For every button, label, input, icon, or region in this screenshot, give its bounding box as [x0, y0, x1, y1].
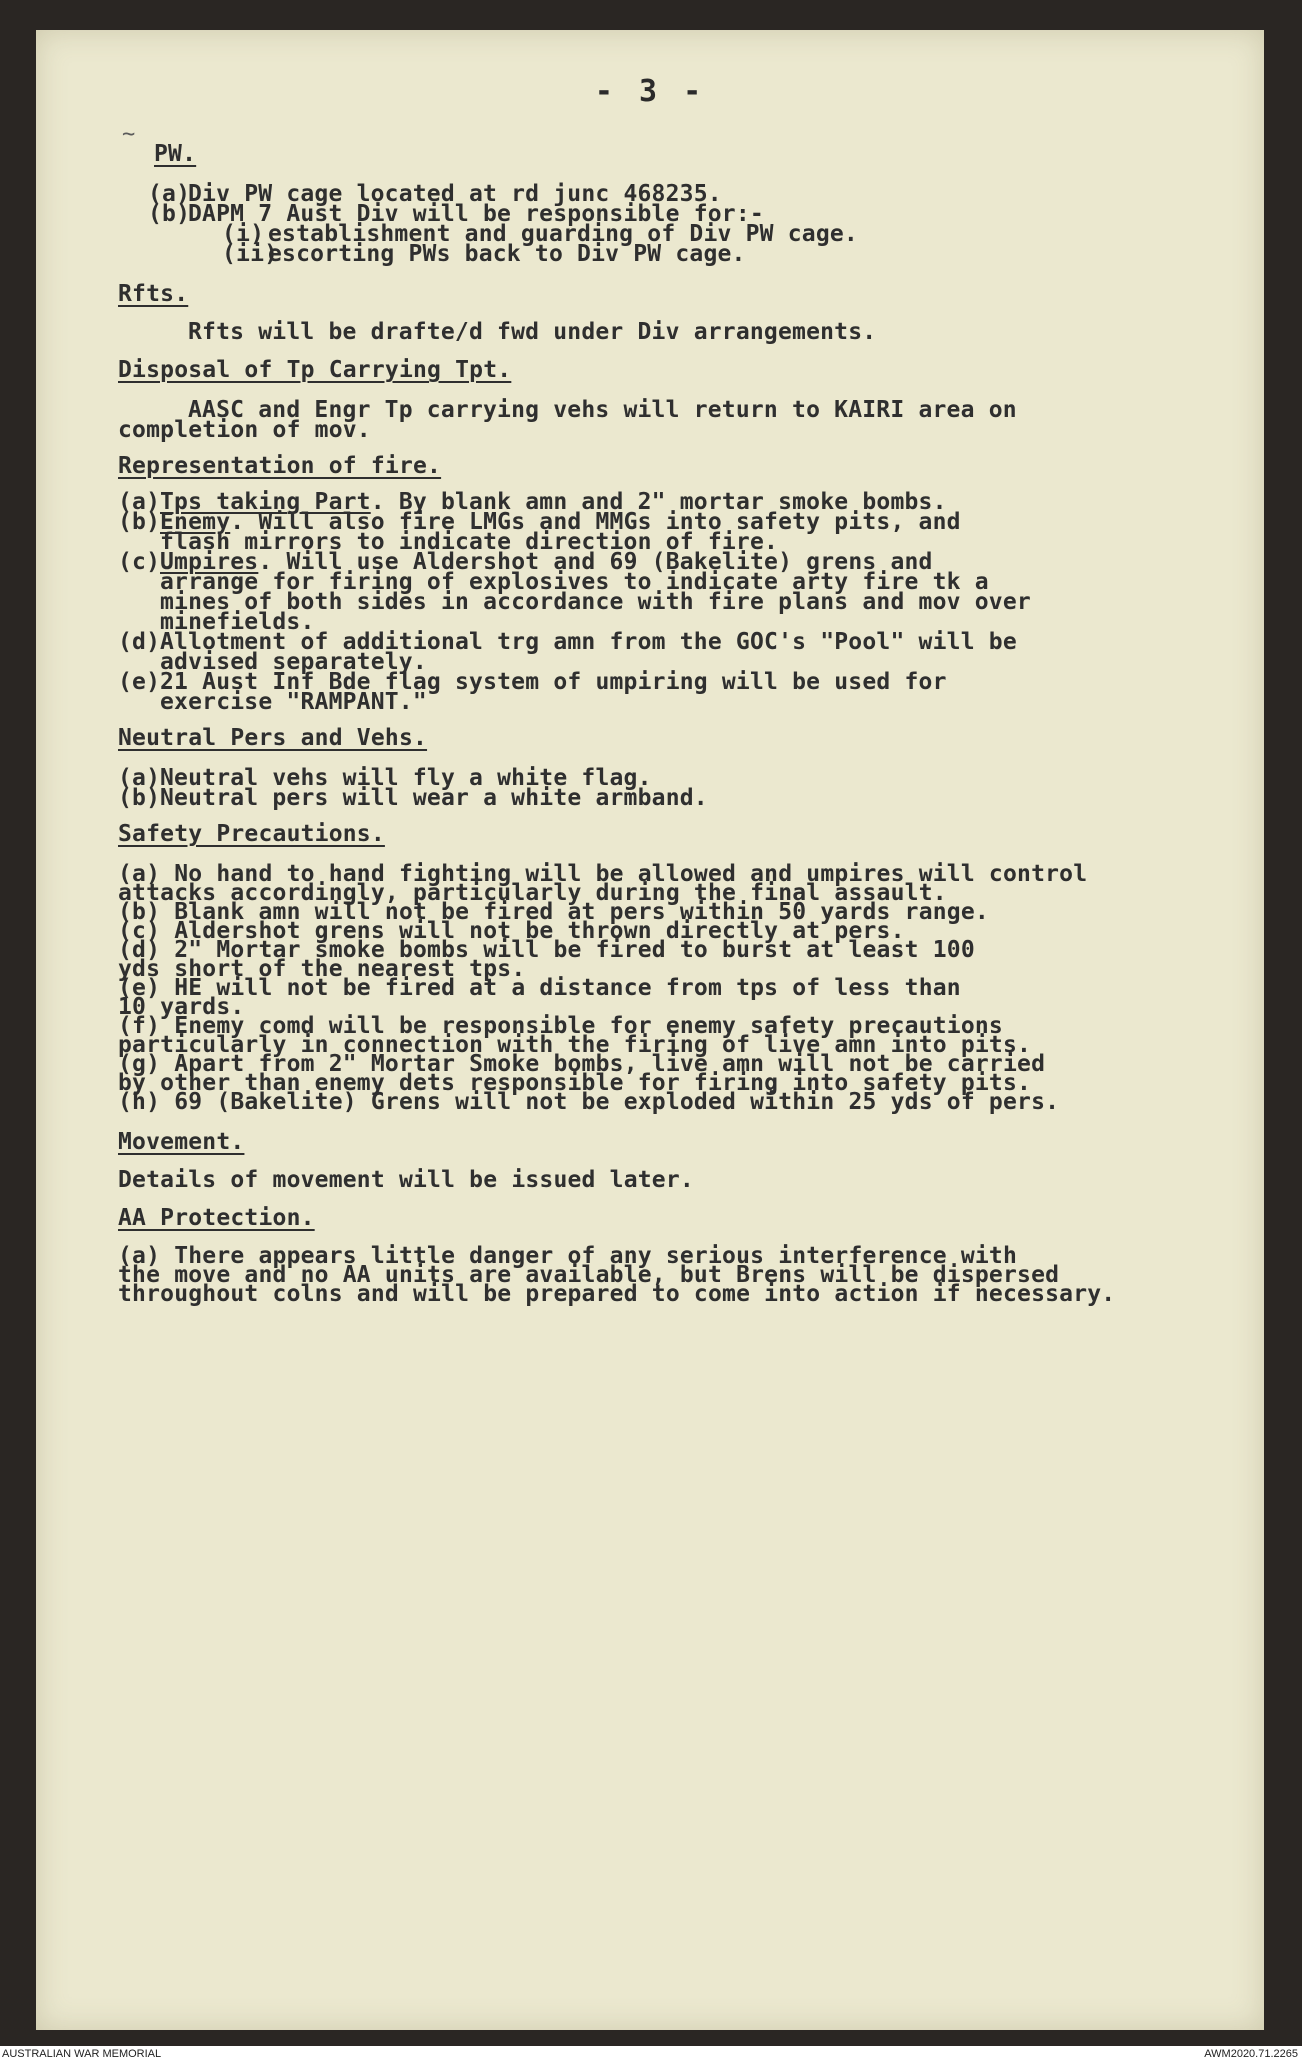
- heading-safety-precautions: Safety Precautions.: [118, 821, 385, 847]
- footer-catalog-id: AWM2020.71.2265: [1204, 2048, 1298, 2060]
- safety-line-4: (c) Aldershot grens will not be thrown directly at pers.: [118, 918, 905, 944]
- handwritten-tick-mark: ~: [122, 122, 136, 147]
- rep-item-b-label: (b): [118, 509, 161, 535]
- rep-item-d-label: (d): [118, 629, 161, 655]
- disposal-line-2: completion of mov.: [118, 417, 371, 443]
- pw-subitem-ii-text: escorting PWs back to Div PW cage.: [268, 241, 746, 267]
- heading-movement: Movement.: [118, 1129, 245, 1155]
- rep-item-a-lead: Tps taking Part: [160, 489, 371, 515]
- safety-line-1: (a) No hand to hand fighting will be allowed and umpires will control: [118, 861, 1088, 887]
- rfts-text: Rfts will be drafte/d fwd under Div arrangements.: [188, 319, 877, 345]
- heading-neutral-pers-and-vehs: Neutral Pers and Vehs.: [118, 725, 428, 751]
- footer-archive-name: AUSTRALIAN WAR MEMORIAL: [2, 2048, 162, 2060]
- safety-line-10: particularly in connection with the firing of live amn into pits.: [118, 1032, 1032, 1058]
- rep-item-c-line-2: arrange for firing of explosives to indicate arty fire tk a: [160, 569, 989, 595]
- safety-line-13: (h) 69 (Bakelite) Grens will not be exploded within 25 yds of pers.: [118, 1089, 1060, 1115]
- rep-item-a-label: (a): [118, 489, 161, 515]
- neutral-item-a-label: (a): [118, 765, 161, 791]
- pw-item-a-text: Div PW cage located at rd junc 468235.: [188, 181, 722, 207]
- rep-item-c-label: (c): [118, 549, 161, 575]
- movement-text: Details of movement will be issued later.: [118, 1167, 694, 1193]
- rep-item-b-line-2: flash mirrors to indicate direction of fire.: [160, 529, 779, 555]
- heading-rfts: Rfts.: [118, 281, 189, 307]
- rep-item-e-line-2: exercise "RAMPANT.": [160, 689, 427, 715]
- rep-item-b-lead: Enemy: [160, 509, 231, 535]
- pw-subitem-i-label: (i): [222, 221, 265, 247]
- rep-item-d-line-2: advised separately.: [160, 649, 427, 675]
- rep-item-b-rest: . Will also fire LMGs and MMGs into safety pits, and: [230, 509, 961, 535]
- rep-item-e-label: (e): [118, 669, 161, 695]
- safety-line-5: (d) 2" Mortar smoke bombs will be fired to burst at least 100: [118, 937, 975, 963]
- rep-item-a-rest: . By blank amn and 2" mortar smoke bombs.: [370, 489, 947, 515]
- disposal-line-1: AASC and Engr Tp carrying vehs will return to KAIRI area on: [188, 397, 1017, 423]
- safety-line-2: attacks accordingly, particularly during the final assault.: [118, 880, 947, 906]
- heading-disposal: Disposal of Tp Carrying Tpt.: [118, 357, 512, 383]
- safety-line-3: (b) Blank amn will not be fired at pers within 50 yards range.: [118, 899, 989, 925]
- rep-item-c-line-4: minefields.: [160, 609, 315, 635]
- safety-line-8: 10 yards.: [118, 994, 245, 1020]
- document-page: [36, 30, 1264, 2030]
- pw-item-a-label: (a): [148, 181, 191, 207]
- safety-line-7: (e) HE will not be fired at a distance from tps of less than: [118, 975, 961, 1001]
- safety-line-12: by other than enemy dets responsible for firing into safety pits.: [118, 1070, 1032, 1096]
- safety-line-9: (f) Enemy comd will be responsible for enemy safety precautions: [118, 1013, 1003, 1039]
- rep-item-e-line-1: 21 Aust Inf Bde flag system of umpiring will be used for: [160, 669, 947, 695]
- aa-line-1: (a) There appears little danger of any serious interference with: [118, 1243, 1018, 1269]
- safety-line-6: yds short of the nearest tps.: [118, 956, 526, 982]
- pw-subitem-i-text: establishment and guarding of Div PW cage.: [268, 221, 858, 247]
- aa-line-3: throughout colns and will be prepared to come into action if necessary.: [118, 1281, 1116, 1307]
- neutral-item-b-label: (b): [118, 785, 161, 811]
- page-number: - 3 -: [594, 74, 706, 109]
- heading-pw: PW.: [154, 141, 197, 167]
- aa-line-2: the move and no AA units are available, but Brens will be dispersed: [118, 1262, 1060, 1288]
- rep-item-c-lead: Umpires: [160, 549, 259, 575]
- rep-item-c-rest: . Will use Aldershot and 69 (Bakelite) grens and: [258, 549, 933, 575]
- rep-item-c-line-3: mines of both sides in accordance with fire plans and mov over: [160, 589, 1031, 615]
- safety-line-11: (g) Apart from 2" Mortar Smoke bombs, live amn will not be carried: [118, 1051, 1046, 1077]
- pw-subitem-ii-label: (ii): [222, 241, 279, 267]
- neutral-item-a-text: Neutral vehs will fly a white flag.: [160, 765, 652, 791]
- neutral-item-b-text: Neutral pers will wear a white armband.: [160, 785, 708, 811]
- heading-representation-of-fire: Representation of fire.: [118, 453, 442, 479]
- heading-aa-protection: AA Protection.: [118, 1205, 315, 1231]
- pw-item-b-label: (b): [148, 201, 191, 227]
- pw-item-b-text: DAPM 7 Aust Div will be responsible for:-: [188, 201, 764, 227]
- rep-item-d-line-1: Allotment of additional trg amn from the GOC's "Pool" will be: [160, 629, 1017, 655]
